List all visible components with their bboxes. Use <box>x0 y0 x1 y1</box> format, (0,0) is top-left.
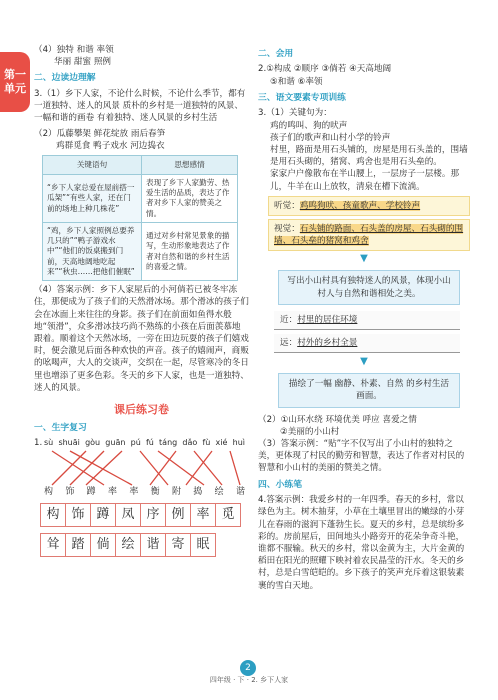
answer-2b: ⑤和谐 ⑥率领 <box>270 76 323 87</box>
pinyin-syllable: sù <box>44 438 54 448</box>
hanzi-character: 率 <box>129 487 139 498</box>
match-line <box>230 451 240 485</box>
q1-label: 1. <box>34 438 43 449</box>
hanzi-character: 绘 <box>214 487 224 498</box>
match-line <box>70 451 104 485</box>
match-lines <box>44 449 244 489</box>
homework-title: 课后练习卷 <box>114 402 169 416</box>
near-line <box>274 311 460 330</box>
pinyin-syllable: pú <box>130 438 141 448</box>
tian-grid-cell: 序 <box>140 503 166 527</box>
hearing-text: 鸡鸣狗吠、孩童歌声、学校铃声 <box>299 200 421 211</box>
key-sentence-1: 鸡的鸣叫、狗的吠声 <box>270 120 348 131</box>
answer-3-item: （3）答案示例：“贴”字不仅写出了小山村的独特之美，更体现了村民的勤劳和智慧，表达了作者对村民的智慧和小山村的美丽的赞美之情。 <box>258 439 465 474</box>
match-line <box>86 451 122 485</box>
answer-2: 2.①构成 ②顺序 ③倘若 ④天高地阔 <box>258 64 392 75</box>
far-label: 远： <box>280 338 298 349</box>
tian-grid-cell: 例 <box>165 503 191 527</box>
left-column <box>34 44 249 557</box>
arrow-down-icon: ▼ <box>360 356 368 368</box>
tian-grid-cell: 眠 <box>190 533 216 557</box>
tian-grid-cell: 耸 <box>40 533 66 557</box>
hanzi-character: 蹲 <box>86 487 96 498</box>
pinyin-syllable: gòu <box>85 438 101 448</box>
table-cell-feeling: 表现了乡下人家勤劳、热爱生活的品质，表达了作者对乡下人家的赞美之情。 <box>142 174 238 222</box>
sight-label: 视觉： <box>274 224 300 234</box>
hanzi-character: 构 <box>44 487 54 498</box>
depict-box: 描绘了一幅 幽静、朴素、自然 的乡村生活画面。 <box>278 373 460 407</box>
unit-tab-label: 第一 单元 <box>4 68 26 95</box>
key-sentence-2: 孩子们的歌声和山村小学的铃声 <box>270 132 391 143</box>
arrow-down-icon: ▼ <box>360 253 368 265</box>
hanzi-character: 谐 <box>235 487 245 498</box>
pinyin-row <box>34 437 249 448</box>
section-title-reading: 二、边读边理解 <box>34 73 96 84</box>
hanzi-character: 附 <box>171 487 181 498</box>
answer-3-label: 3.（1）关键句为： <box>258 108 332 119</box>
table-row <box>43 174 238 222</box>
unit-tab <box>0 52 30 112</box>
match-line <box>158 451 204 485</box>
tian-grid-cell: 倘 <box>90 533 116 557</box>
key-sentence-table <box>42 155 238 281</box>
table-row <box>43 222 238 280</box>
summary-box: 写出小山村具有独特迷人的风景，体现小山村人与自然和谐相处之美。 <box>278 270 460 304</box>
answer-4: 4.答案示例：我爱乡村的一年四季。春天的乡村，常以绿色为主。树木抽芽，小草在土壤里冒出的嫩绿的小芽儿在春雨的滋润下蓬勃生长。夏天的乡村，总是缤纷多彩的。房前屋后，田间地头小路旁开的花朵争奇斗艳，谁都不服输。秋天的乡村，常以金黄为主，大片金黄的稻田在阳光的照耀下映衬着农民晶莹的汗水。冬天的乡村，总是白雪皑皑的。乡下孩子的笑声充斥着这银装素裹的雪白天地。 <box>258 495 465 591</box>
tian-grid-cell: 凤 <box>115 503 141 527</box>
table-cell-quote: “乡下人家总爱在屋前搭一瓜架”“有些人家，还在门前的场地上种几株花” <box>43 174 142 222</box>
table-header-feeling: 思想感情 <box>142 155 238 174</box>
item4: （4）独特 和谐 率领 <box>34 45 114 55</box>
hanzi-character: 衡 <box>150 487 160 498</box>
section-title-training: 三、语文要素专项训练 <box>258 92 346 103</box>
table-cell-quote: “鸡，乡下人家照例总要养几只的”“鸭子游戏水中”“他们的饭桌搬到门前，天高地阔地吃起来”“秋虫……把他们催眠” <box>43 222 142 280</box>
tian-grid-cell: 绘 <box>115 533 141 557</box>
sight-text: 石头铺的路面、石头盖的房屋、石头砌的围墙、石头垒的猪窝和鸡舍 <box>274 224 464 247</box>
tian-grid-row-2 <box>40 533 249 557</box>
hanzi-character: 率 <box>107 487 117 498</box>
tian-grid-cell: 饰 <box>65 503 91 527</box>
section-title-vocab: 一、生字复习 <box>34 422 87 433</box>
far-text: 村外的乡村全景 <box>297 338 358 349</box>
pinyin-match-block <box>34 437 249 499</box>
pinyin-syllable: guān <box>105 438 126 448</box>
tian-grid-cell: 踏 <box>65 533 91 557</box>
section-title-writing: 四、小练笔 <box>258 479 302 490</box>
pinyin-syllable: fú <box>145 438 154 448</box>
section-title-use: 二、会用 <box>258 49 294 59</box>
tian-grid-cell: 蹲 <box>90 503 116 527</box>
answer-2-item2: ②美丽的小山村 <box>280 426 340 437</box>
pinyin-syllable: fù <box>202 438 211 448</box>
hanzi-character: 捣 <box>193 487 203 498</box>
near-text: 村里的居住环境 <box>297 314 358 325</box>
match-line <box>52 451 86 485</box>
footer-text: 四年级 · 下 · 2. 乡下人家 <box>209 676 289 685</box>
pinyin-syllable: dǎo <box>182 438 198 448</box>
right-column <box>258 44 470 592</box>
pinyin-syllable: táng <box>159 438 178 448</box>
near-label: 近： <box>280 314 298 325</box>
far-line <box>274 334 460 353</box>
tian-grid-row-1 <box>40 503 249 527</box>
item4-line2: 华丽 甜蜜 照例 <box>54 57 112 68</box>
answer-3-2-line1: （2）瓜藤攀架 鲜花绽放 雨后春笋 <box>34 128 166 139</box>
tian-grid-cell: 谐 <box>140 533 166 557</box>
pinyin-syllable: huì <box>232 438 245 448</box>
tian-grid-cell: 率 <box>190 503 216 527</box>
answer-3-2-line2: 鸡群觅食 鸭子戏水 河边捣衣 <box>56 140 165 151</box>
sight-box <box>268 219 470 251</box>
table-cell-feeling: 通过对乡村常见景象的描写，生动形象地表达了作者对自然和谐的乡村生活的喜爱之情。 <box>142 222 238 280</box>
answer-3-1: 3.（1）乡下人家，不论什么时候，不论什么季节，都有一道独特、迷人的风景 质朴的乡村是一道独特的风景、一幅和谐的画卷 有着独特、迷人风景的乡村生活 <box>34 88 246 124</box>
tian-grid-cell: 寄 <box>165 533 191 557</box>
key-sentence-3: 村里，路面是用石头铺的，房屋是用石头盖的，围墙是用石头砌的，猪窝、鸡舍也是用石头垒的。 <box>270 144 468 168</box>
table-header-sentence: 关键语句 <box>43 155 142 174</box>
answer-2-item: （2）①山环水绕 环境优美 呼应 喜爱之情 <box>258 414 417 425</box>
pinyin-syllable: shuāi <box>58 438 80 448</box>
pinyin-syllable: xié <box>215 438 228 448</box>
tian-grid-cell: 觅 <box>215 503 241 527</box>
tian-grid-cell: 构 <box>40 503 66 527</box>
hearing-box <box>268 196 470 216</box>
match-line <box>70 451 132 485</box>
answer-3-4: （4）答案示例：乡下人家屋后的小河倘若已被冬牢冻住，那便成为了孩子们的天然滑冰场。那个滑冰的孩子们会在冰面上来往往的身影。孩子们在前面如鱼得水般地“领滑”，众多滑冰技巧尚不熟练的小孩在后面羡慕地跟着。顺着这个天然冰场，一旁在田边玩耍的孩子们嬉戏时，便会激见后面各种欢快的声音。孩子的嬉闹声，商贩的吆喝声，大人的交谈声，交织在一起，尽管寒冷的冬日里也增添了更多色彩。冬天的乡下人家，也是一道独特、迷人的风景。 <box>34 285 249 393</box>
key-sentence-4: 家家户户像散布在半山腰上，一层房子一层楼。那儿，牛羊在山上放牧，清泉在槽下流淌。 <box>270 169 460 192</box>
hanzi-character: 饰 <box>65 487 75 498</box>
page-number: 2 <box>240 660 256 676</box>
hearing-label: 听觉： <box>274 200 300 211</box>
